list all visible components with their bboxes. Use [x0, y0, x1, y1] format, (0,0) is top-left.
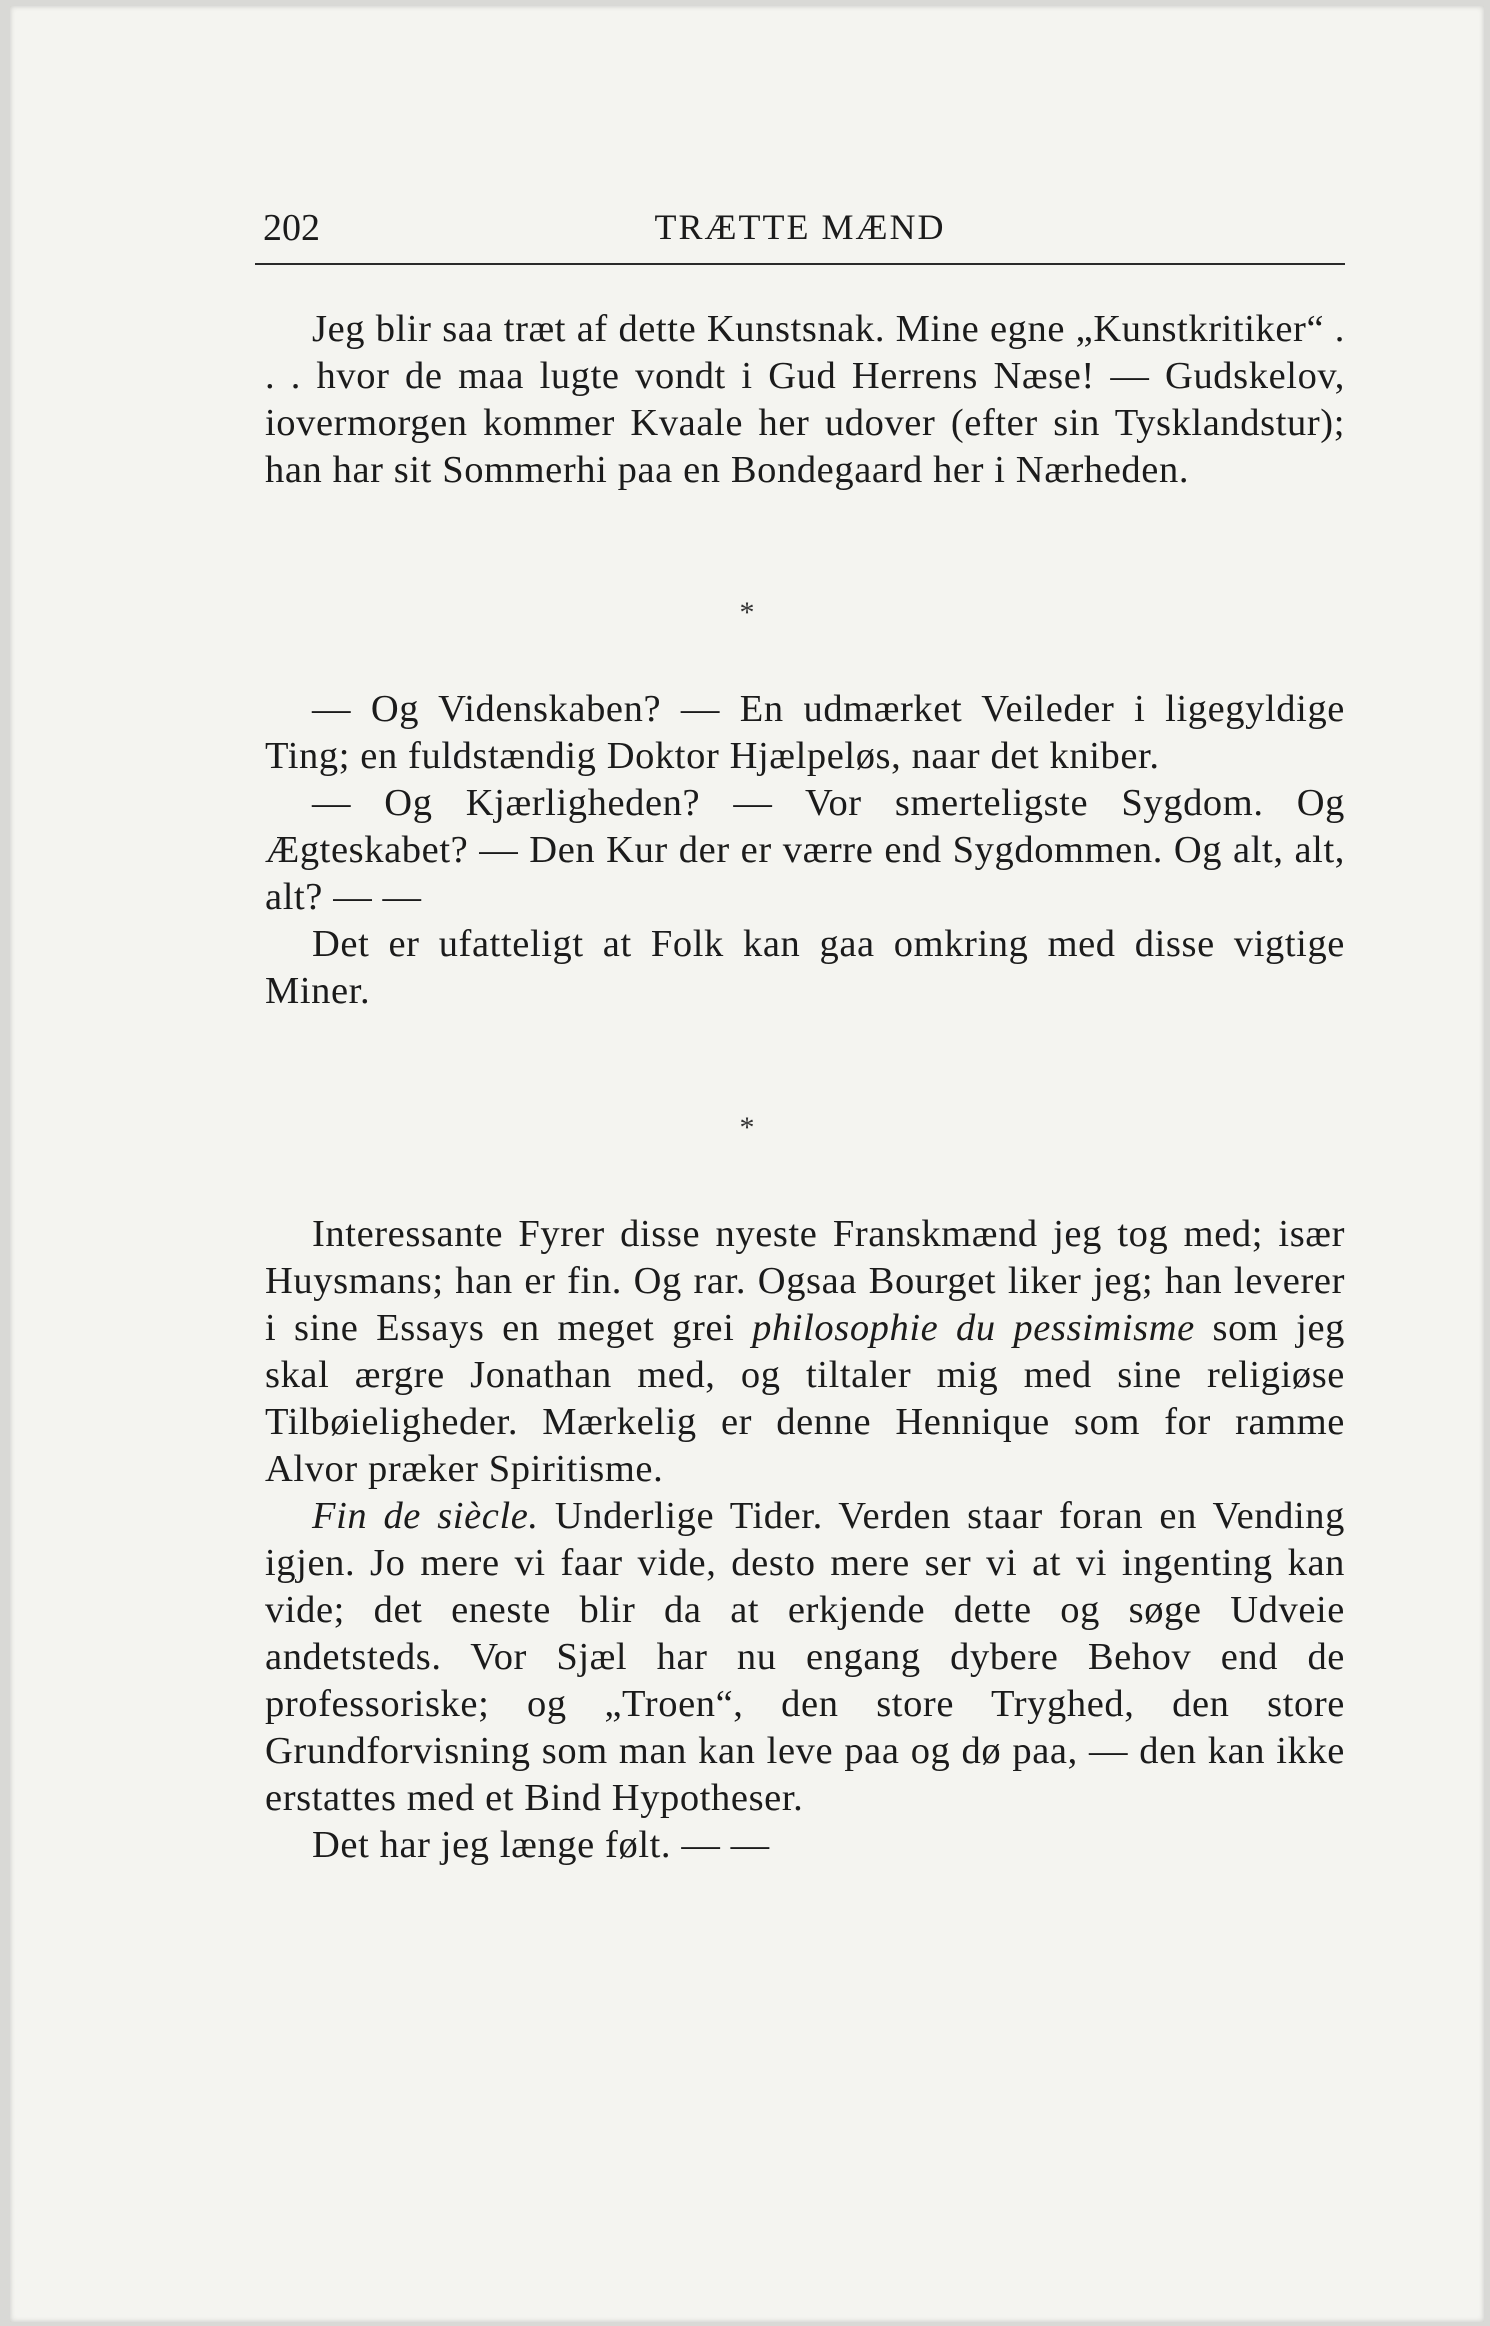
text-run: Interessante Fyrer disse nyeste Franskmænd jeg tog med; især Huysmans; han er fin. Og rar. Ogsaa Bourget liker jeg; han leverer i sine Essays en meget grei: [265, 1213, 1345, 1349]
paragraph: [265, 1211, 1345, 1493]
header-rule: [255, 263, 1345, 265]
paragraph: Det har jeg længe følt. — —: [312, 1824, 770, 1866]
book-page: [10, 6, 1484, 2322]
paragraph: Det er ufatteligt at Folk kan gaa omkring med disse vigtige Miner.: [265, 923, 1345, 1012]
section-separator-star: *: [739, 1111, 755, 1144]
section-1: [265, 306, 1345, 494]
section-2: [265, 686, 1345, 1015]
italic-phrase: philosophie du pessimisme: [752, 1307, 1195, 1349]
page-header: [255, 206, 1345, 262]
section-3: [265, 1211, 1345, 1869]
paragraph: Jeg blir saa træt af dette Kunstsnak. Mine egne „Kunstkritiker“ . . . hvor de maa lugte vondt i Gud Herrens Næse! — Gudskelov, iovermorgen kommer Kvaale her udover (efter sin Tysklandstur); han har sit Sommerhi paa en Bondegaard her i Nærheden.: [265, 308, 1345, 491]
paragraph: — Og Videnskaben? — En udmærket Veileder i ligegyldige Ting; en fuldstændig Doktor Hjælpeløs, naar det kniber.: [265, 688, 1345, 777]
paragraph: [265, 1493, 1345, 1822]
text-run: som jeg skal ærgre Jonathan med, og tiltaler mig med sine religiøse Tilbøieligheder. Mærkelig er denne Hennique som for ramme Alvor præker Spiritisme.: [265, 1307, 1345, 1490]
text-run: Underlige Tider. Verden staar foran en Vending igjen. Jo mere vi faar vide, desto mere ser vi at vi ingenting kan vide; det eneste blir da at erkjende dette og søge Udveie andetsteds. Vor Sjæl har nu engang dybere Behov end de professoriske; og „Troen“, den store Tryghed, den store Grundforvisning som man kan leve paa og dø paa, — den kan ikke erstattes med et Bind Hypotheser.: [265, 1495, 1345, 1819]
page-number: 202: [263, 207, 320, 249]
italic-phrase: Fin de siècle.: [312, 1495, 539, 1537]
section-separator-star: *: [739, 596, 755, 629]
paragraph: — Og Kjærligheden? — Vor smerteligste Sygdom. Og Ægteskabet? — Den Kur der er værre end Sygdommen. Og alt, alt, alt? — —: [265, 782, 1345, 918]
running-title: TRÆTTE MÆND: [654, 207, 946, 247]
